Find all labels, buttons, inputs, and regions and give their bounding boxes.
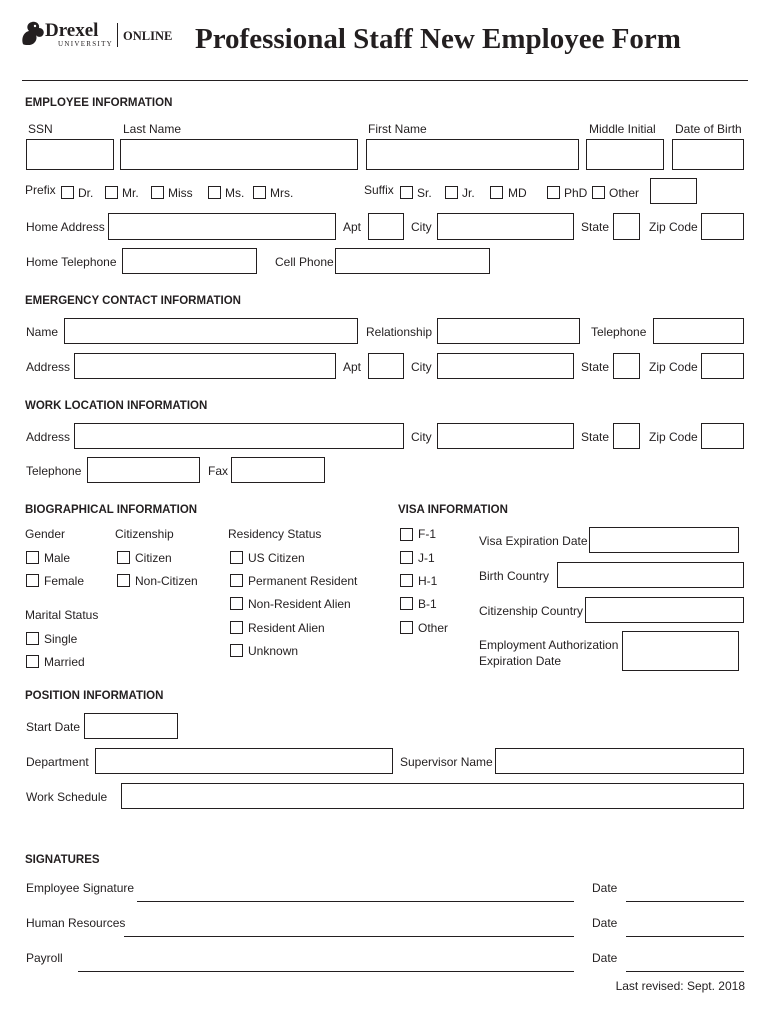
us-citizen-checkbox[interactable]	[230, 551, 243, 564]
visa-j1-label: J-1	[418, 551, 435, 565]
visa-h1-label: H-1	[418, 574, 438, 588]
employment-auth-field[interactable]	[622, 631, 739, 671]
prefix-mrs-label: Mrs.	[270, 186, 294, 200]
work-schedule-label: Work Schedule	[26, 790, 108, 804]
birth-country-label: Birth Country	[479, 569, 550, 583]
suffix-jr-label: Jr.	[462, 186, 475, 200]
visa-expiration-label: Visa Expiration Date	[479, 534, 588, 548]
suffix-other-field[interactable]	[650, 178, 697, 204]
middle-initial-field[interactable]	[586, 139, 664, 170]
citizen-checkbox[interactable]	[117, 551, 130, 564]
first-name-field[interactable]	[366, 139, 579, 170]
prefix-label: Prefix	[25, 183, 56, 197]
city-label: City	[411, 220, 432, 234]
start-date-label: Start Date	[26, 720, 81, 734]
prefix-miss-checkbox[interactable]	[151, 186, 164, 199]
suffix-jr-checkbox[interactable]	[445, 186, 458, 199]
birth-country-field[interactable]	[557, 562, 744, 588]
home-telephone-field[interactable]	[122, 248, 257, 274]
suffix-md-checkbox[interactable]	[490, 186, 503, 199]
dob-label: Date of Birth	[675, 122, 742, 136]
payroll-date-label: Date	[592, 951, 618, 965]
unknown-residency-label: Unknown	[248, 644, 299, 658]
apt-label: Apt	[343, 220, 362, 234]
resident-alien-label: Resident Alien	[248, 621, 325, 635]
citizen-label: Citizen	[135, 551, 172, 565]
suffix-phd-checkbox[interactable]	[547, 186, 560, 199]
relationship-field[interactable]	[437, 318, 580, 344]
gender-male-label: Male	[44, 551, 71, 565]
visa-f1-checkbox[interactable]	[400, 528, 413, 541]
page-title: Professional Staff New Employee Form	[195, 23, 681, 55]
fax-label: Fax	[208, 464, 229, 478]
unknown-residency-checkbox[interactable]	[230, 644, 243, 657]
position-section-heading: POSITION INFORMATION	[25, 690, 164, 702]
prefix-dr-label: Dr.	[78, 186, 94, 200]
prefix-mr-checkbox[interactable]	[105, 186, 118, 199]
hr-date-line[interactable]	[626, 936, 744, 937]
logo-university-text: UNIVERSITY	[58, 40, 113, 48]
non-resident-alien-label: Non-Resident Alien	[248, 597, 351, 611]
suffix-other-checkbox[interactable]	[592, 186, 605, 199]
prefix-mr-label: Mr.	[122, 186, 139, 200]
supervisor-label: Supervisor Name	[400, 755, 493, 769]
gender-label: Gender	[25, 527, 66, 541]
prefix-dr-checkbox[interactable]	[61, 186, 74, 199]
work-telephone-field[interactable]	[87, 457, 200, 483]
citizenship-label: Citizenship	[115, 527, 174, 541]
work-zip-field[interactable]	[701, 423, 744, 449]
visa-expiration-field[interactable]	[589, 527, 739, 553]
emergency-city-field[interactable]	[437, 353, 574, 379]
work-address-label: Address	[26, 430, 71, 444]
fax-field[interactable]	[231, 457, 325, 483]
visa-f1-label: F-1	[418, 527, 436, 541]
emergency-telephone-field[interactable]	[653, 318, 744, 344]
ssn-field[interactable]	[26, 139, 114, 170]
visa-b1-label: B-1	[418, 597, 437, 611]
department-label: Department	[26, 755, 89, 769]
emergency-apt-label: Apt	[343, 360, 362, 374]
city-field[interactable]	[437, 213, 574, 240]
work-section-heading: WORK LOCATION INFORMATION	[25, 400, 208, 412]
prefix-ms-checkbox[interactable]	[208, 186, 221, 199]
emergency-state-label: State	[581, 360, 610, 374]
visa-other-label: Other	[418, 621, 449, 635]
suffix-md-label: MD	[508, 186, 527, 200]
first-name-label: First Name	[368, 122, 427, 136]
visa-j1-checkbox[interactable]	[400, 551, 413, 564]
logo-online-text: ONLINE	[123, 29, 173, 43]
emergency-address-label: Address	[26, 360, 71, 374]
visa-b1-checkbox[interactable]	[400, 597, 413, 610]
work-city-label: City	[411, 430, 432, 444]
work-state-field[interactable]	[613, 423, 640, 449]
emergency-zip-label: Zip Code	[649, 360, 698, 374]
us-citizen-label: US Citizen	[248, 551, 305, 565]
visa-section-heading: VISA INFORMATION	[398, 504, 508, 516]
suffix-sr-label: Sr.	[417, 186, 432, 200]
work-zip-label: Zip Code	[649, 430, 698, 444]
emergency-apt-field[interactable]	[368, 353, 404, 379]
middle-initial-label: Middle Initial	[589, 122, 656, 136]
hr-signature-label: Human Resources	[26, 916, 126, 930]
apt-field[interactable]	[368, 213, 404, 240]
work-schedule-field[interactable]	[121, 783, 744, 809]
prefix-miss-label: Miss	[168, 186, 193, 200]
married-checkbox[interactable]	[26, 655, 39, 668]
resident-alien-checkbox[interactable]	[230, 621, 243, 634]
department-field[interactable]	[95, 748, 393, 774]
emergency-city-label: City	[411, 360, 432, 374]
single-label: Single	[44, 632, 78, 646]
emergency-telephone-label: Telephone	[591, 325, 647, 339]
visa-h1-checkbox[interactable]	[400, 574, 413, 587]
citizenship-country-label: Citizenship Country	[479, 604, 584, 618]
visa-other-checkbox[interactable]	[400, 621, 413, 634]
emergency-zip-field[interactable]	[701, 353, 744, 379]
last-revised-note: Last revised: Sept. 2018	[615, 979, 745, 993]
residency-label: Residency Status	[228, 527, 322, 541]
prefix-mrs-checkbox[interactable]	[253, 186, 266, 199]
state-field[interactable]	[613, 213, 640, 240]
employment-auth-label-line2: Expiration Date	[479, 654, 562, 668]
suffix-phd-label: PhD	[564, 186, 588, 200]
emergency-name-label: Name	[26, 325, 59, 339]
non-resident-alien-checkbox[interactable]	[230, 597, 243, 610]
supervisor-field[interactable]	[495, 748, 744, 774]
prefix-ms-label: Ms.	[225, 186, 245, 200]
emergency-name-field[interactable]	[64, 318, 358, 344]
non-citizen-checkbox[interactable]	[117, 574, 130, 587]
dragon-icon	[20, 20, 46, 48]
home-address-field[interactable]	[108, 213, 336, 240]
hr-signature-line[interactable]	[124, 936, 574, 937]
cell-phone-field[interactable]	[335, 248, 490, 274]
last-name-label: Last Name	[123, 122, 182, 136]
employee-section-heading: EMPLOYEE INFORMATION	[25, 97, 173, 109]
permanent-resident-label: Permanent Resident	[248, 574, 358, 588]
work-telephone-label: Telephone	[26, 464, 82, 478]
payroll-date-line[interactable]	[626, 971, 744, 972]
hr-date-label: Date	[592, 916, 618, 930]
start-date-field[interactable]	[84, 713, 178, 739]
suffix-label: Suffix	[364, 183, 394, 197]
gender-female-label: Female	[44, 574, 85, 588]
employee-signature-label: Employee Signature	[26, 881, 135, 895]
signatures-section-heading: SIGNATURES	[25, 854, 100, 866]
emergency-section-heading: EMERGENCY CONTACT INFORMATION	[25, 295, 241, 307]
ssn-label: SSN	[28, 122, 53, 136]
relationship-label: Relationship	[366, 325, 433, 339]
emergency-state-field[interactable]	[613, 353, 640, 379]
work-state-label: State	[581, 430, 610, 444]
married-label: Married	[44, 655, 85, 669]
logo-divider	[117, 23, 118, 47]
work-address-field[interactable]	[74, 423, 404, 449]
suffix-other-label: Other	[609, 186, 640, 200]
state-label: State	[581, 220, 610, 234]
employee-signature-line[interactable]	[137, 901, 574, 902]
suffix-sr-checkbox[interactable]	[400, 186, 413, 199]
zip-field[interactable]	[701, 213, 744, 240]
gender-female-checkbox[interactable]	[26, 574, 39, 587]
bio-section-heading: BIOGRAPHICAL INFORMATION	[25, 504, 198, 516]
header-rule	[22, 80, 748, 81]
single-checkbox[interactable]	[26, 632, 39, 645]
permanent-resident-checkbox[interactable]	[230, 574, 243, 587]
citizenship-country-field[interactable]	[585, 597, 744, 623]
payroll-signature-line[interactable]	[78, 971, 574, 972]
marital-label: Marital Status	[25, 608, 99, 622]
non-citizen-label: Non-Citizen	[135, 574, 198, 588]
gender-male-checkbox[interactable]	[26, 551, 39, 564]
zip-label: Zip Code	[649, 220, 698, 234]
emergency-address-field[interactable]	[74, 353, 336, 379]
work-city-field[interactable]	[437, 423, 574, 449]
payroll-signature-label: Payroll	[26, 951, 63, 965]
employee-date-label: Date	[592, 881, 618, 895]
home-telephone-label: Home Telephone	[26, 255, 117, 269]
cell-phone-label: Cell Phone	[275, 255, 334, 269]
employee-date-line[interactable]	[626, 901, 744, 902]
home-address-label: Home Address	[26, 220, 105, 234]
last-name-field[interactable]	[120, 139, 358, 170]
dob-field[interactable]	[672, 139, 744, 170]
employment-auth-label-line1: Employment Authorization	[479, 638, 619, 652]
logo-drexel-text: Drexel	[45, 20, 99, 41]
